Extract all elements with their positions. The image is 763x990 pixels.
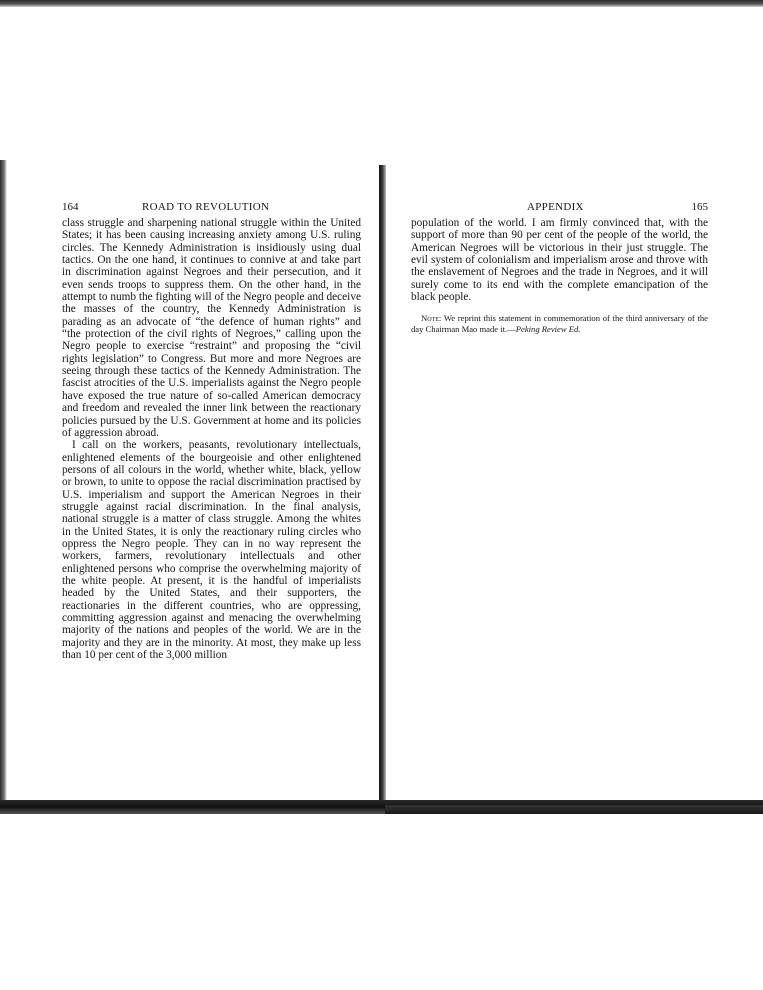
paragraph: class struggle and sharpening national struggle within the United States; it has been causing increasing anxiety among U.S. ruling circles. The Kennedy Administration is insidiously using dual tactics. On the one hand, it continues to connive at and take part in discrimination against Negroes and their persecution, and it even sends troops to suppress them. On the other hand, in the attempt to numb the fighting will of the Negro people and deceive the masses of the country, the Kennedy Administration is parading as an advocate of “the defence of human rights” and “the protection of the civil rights of Negroes,” calling upon the Negro people to exercise “restraint” and proposing the “civil rights legislation” to Congress. But more and more Negroes are seeing through these tactics of the Kennedy Administration. The fascist atrocities of the U.S. imperialists against the Negro people have exposed the true nature of so-called American democracy and freedom and revealed the inner link between the reactionary policies pursued by the U.S. Government at home and its policies of aggression abroad.	[62, 217, 361, 439]
right-page-number: 165	[691, 201, 708, 213]
left-page-header	[62, 201, 361, 217]
scan-top-edge	[0, 0, 763, 7]
note-label: Note:	[421, 313, 442, 324]
left-page-body	[62, 217, 361, 661]
book-gutter	[379, 165, 386, 813]
left-page	[62, 201, 361, 661]
scan-bottom-shadow	[385, 805, 763, 814]
right-page-body	[411, 217, 708, 303]
right-page-header	[411, 201, 708, 217]
note-source: Peking Review Ed.	[515, 324, 581, 334]
paragraph: I call on the workers, peasants, revolutionary intellectuals, enlightened elements of the bourgeoisie and other enlightened persons of all colours in the world, whether white, black, yellow or brown, to unite to oppose the racial discrimination practised by U.S. imperialism and support the American Negroes in their struggle against racial discrimination. In the final analysis, national struggle is a matter of class struggle. Among the whites in the United States, it is only the reactionary ruling circles who oppress the Negro people. They can in no way represent the workers, farmers, revolutionary intellectuals and other enlightened persons who comprise the overwhelming majority of the white people. At present, it is the handful of imperialists headed by the United States, and their supporters, the reactionaries in the different countries, who are oppressing, committing aggression against and menacing the overwhelming majority of the nations and peoples of the world. We are in the majority and they are in the minority. At most, they make up less than 10 per cent of the 3,000 million	[62, 439, 361, 662]
right-page	[411, 201, 708, 335]
note-text: We reprint this statement in commemoration of the third anniversary of the day Chairman Mao made it.—	[411, 313, 708, 334]
left-running-head: ROAD TO REVOLUTION	[142, 201, 270, 213]
editor-note	[411, 313, 708, 334]
paragraph: population of the world. I am firmly convinced that, with the support of more than 90 per cent of the people of the world, the American Negroes will be victorious in their just struggle. The evil system of colonialism and imperialism arose and throve with the enslavement of Negroes and the trade in Negroes, and it will surely come to its end with the complete emancipation of the black people.	[411, 217, 708, 304]
left-page-number: 164	[62, 201, 79, 213]
right-running-head: APPENDIX	[527, 201, 584, 213]
scan-left-edge	[0, 160, 7, 810]
